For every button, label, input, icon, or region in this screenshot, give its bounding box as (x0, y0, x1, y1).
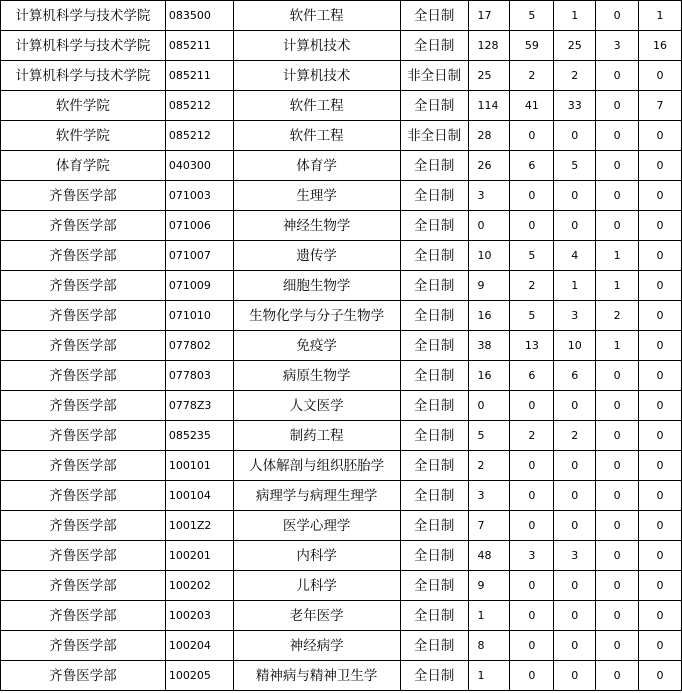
major-name-cell: 遗传学 (233, 241, 400, 271)
study-mode-cell: 全日制 (400, 421, 468, 451)
table-row (1, 421, 682, 451)
count-cell-5: 0 (639, 421, 682, 451)
count-cell-2: 0 (510, 391, 554, 421)
count-cell-2: 0 (510, 121, 554, 151)
study-mode-cell: 全日制 (400, 151, 468, 181)
table-row (1, 121, 682, 151)
study-mode-cell: 全日制 (400, 181, 468, 211)
study-mode-cell: 全日制 (400, 601, 468, 631)
study-mode-cell: 全日制 (400, 31, 468, 61)
count-cell-2: 13 (510, 331, 554, 361)
count-cell-5: 1 (639, 1, 682, 31)
count-cell-2: 2 (510, 61, 554, 91)
table-row (1, 1, 682, 31)
study-mode-cell: 全日制 (400, 301, 468, 331)
major-name-cell: 制药工程 (233, 421, 400, 451)
count-cell-3: 0 (554, 511, 596, 541)
count-cell-4: 0 (596, 451, 639, 481)
count-cell-4: 0 (596, 391, 639, 421)
count-cell-4: 0 (596, 601, 639, 631)
table-row (1, 331, 682, 361)
count-cell-5: 0 (639, 541, 682, 571)
count-cell-4: 0 (596, 181, 639, 211)
college-cell: 齐鲁医学部 (1, 271, 166, 301)
major-name-cell: 计算机技术 (233, 61, 400, 91)
major-name-cell: 老年医学 (233, 601, 400, 631)
count-cell-3: 0 (554, 211, 596, 241)
count-cell-5: 0 (639, 331, 682, 361)
study-mode-cell: 全日制 (400, 331, 468, 361)
college-cell: 齐鲁医学部 (1, 241, 166, 271)
count-cell-3: 0 (554, 601, 596, 631)
count-cell-5: 0 (639, 181, 682, 211)
count-cell-2: 2 (510, 271, 554, 301)
count-cell-4: 3 (596, 31, 639, 61)
college-cell: 计算机科学与技术学院 (1, 31, 166, 61)
count-cell-3: 6 (554, 361, 596, 391)
college-cell: 齐鲁医学部 (1, 511, 166, 541)
study-mode-cell: 非全日制 (400, 121, 468, 151)
major-code-cell: 085212 (165, 121, 233, 151)
major-name-cell: 体育学 (233, 151, 400, 181)
college-cell: 齐鲁医学部 (1, 481, 166, 511)
study-mode-cell: 全日制 (400, 631, 468, 661)
college-cell: 齐鲁医学部 (1, 361, 166, 391)
count-cell-5: 0 (639, 271, 682, 301)
count-cell-2: 0 (510, 601, 554, 631)
college-cell: 计算机科学与技术学院 (1, 1, 166, 31)
count-cell-1: 48 (468, 541, 510, 571)
table-body (1, 0, 682, 691)
major-code-cell: 1001Z2 (165, 511, 233, 541)
major-code-cell: 071007 (165, 241, 233, 271)
count-cell-5: 0 (639, 301, 682, 331)
major-name-cell: 软件工程 (233, 121, 400, 151)
count-cell-2: 41 (510, 91, 554, 121)
college-cell: 齐鲁医学部 (1, 661, 166, 691)
count-cell-5: 16 (639, 31, 682, 61)
major-name-cell: 人文医学 (233, 391, 400, 421)
count-cell-5: 0 (639, 511, 682, 541)
major-name-cell: 儿科学 (233, 571, 400, 601)
count-cell-4: 0 (596, 91, 639, 121)
college-cell: 齐鲁医学部 (1, 211, 166, 241)
study-mode-cell: 全日制 (400, 541, 468, 571)
college-cell: 齐鲁医学部 (1, 391, 166, 421)
count-cell-5: 0 (639, 481, 682, 511)
count-cell-3: 0 (554, 661, 596, 691)
major-code-cell: 100201 (165, 541, 233, 571)
table-row (1, 31, 682, 61)
count-cell-2: 5 (510, 1, 554, 31)
count-cell-5: 0 (639, 61, 682, 91)
count-cell-4: 0 (596, 631, 639, 661)
count-cell-5: 7 (639, 91, 682, 121)
count-cell-3: 3 (554, 301, 596, 331)
study-mode-cell: 非全日制 (400, 61, 468, 91)
major-code-cell: 077803 (165, 361, 233, 391)
count-cell-3: 0 (554, 451, 596, 481)
table-row (1, 511, 682, 541)
count-cell-1: 28 (468, 121, 510, 151)
count-cell-3: 0 (554, 631, 596, 661)
major-name-cell: 病原生物学 (233, 361, 400, 391)
count-cell-5: 0 (639, 451, 682, 481)
study-mode-cell: 全日制 (400, 661, 468, 691)
major-code-cell: 100204 (165, 631, 233, 661)
major-code-cell: 085235 (165, 421, 233, 451)
count-cell-1: 16 (468, 301, 510, 331)
college-cell: 齐鲁医学部 (1, 181, 166, 211)
count-cell-4: 0 (596, 481, 639, 511)
count-cell-2: 0 (510, 181, 554, 211)
major-code-cell: 083500 (165, 1, 233, 31)
college-cell: 体育学院 (1, 151, 166, 181)
count-cell-3: 2 (554, 421, 596, 451)
count-cell-2: 6 (510, 151, 554, 181)
table-row (1, 151, 682, 181)
major-code-cell: 085212 (165, 91, 233, 121)
major-code-cell: 0778Z3 (165, 391, 233, 421)
count-cell-4: 1 (596, 271, 639, 301)
major-name-cell: 内科学 (233, 541, 400, 571)
count-cell-1: 1 (468, 661, 510, 691)
college-cell: 齐鲁医学部 (1, 301, 166, 331)
count-cell-3: 25 (554, 31, 596, 61)
count-cell-4: 0 (596, 661, 639, 691)
study-mode-cell: 全日制 (400, 391, 468, 421)
table-row (1, 271, 682, 301)
table-row (1, 481, 682, 511)
count-cell-2: 0 (510, 571, 554, 601)
table-row (1, 541, 682, 571)
count-cell-4: 1 (596, 331, 639, 361)
count-cell-1: 2 (468, 451, 510, 481)
college-cell: 齐鲁医学部 (1, 451, 166, 481)
count-cell-4: 0 (596, 121, 639, 151)
study-mode-cell: 全日制 (400, 451, 468, 481)
count-cell-3: 0 (554, 481, 596, 511)
count-cell-2: 5 (510, 241, 554, 271)
table-row (1, 391, 682, 421)
count-cell-2: 59 (510, 31, 554, 61)
table-row (1, 241, 682, 271)
count-cell-1: 9 (468, 271, 510, 301)
count-cell-4: 0 (596, 61, 639, 91)
major-name-cell: 精神病与精神卫生学 (233, 661, 400, 691)
count-cell-2: 0 (510, 481, 554, 511)
study-mode-cell: 全日制 (400, 571, 468, 601)
count-cell-5: 0 (639, 661, 682, 691)
count-cell-3: 2 (554, 61, 596, 91)
count-cell-2: 3 (510, 541, 554, 571)
count-cell-1: 0 (468, 211, 510, 241)
count-cell-1: 3 (468, 481, 510, 511)
count-cell-1: 7 (468, 511, 510, 541)
major-code-cell: 100205 (165, 661, 233, 691)
count-cell-5: 0 (639, 601, 682, 631)
count-cell-1: 128 (468, 31, 510, 61)
major-name-cell: 生理学 (233, 181, 400, 211)
count-cell-4: 0 (596, 541, 639, 571)
count-cell-1: 17 (468, 1, 510, 31)
major-name-cell: 医学心理学 (233, 511, 400, 541)
count-cell-5: 0 (639, 211, 682, 241)
count-cell-2: 0 (510, 511, 554, 541)
major-code-cell: 077802 (165, 331, 233, 361)
count-cell-3: 0 (554, 121, 596, 151)
count-cell-1: 9 (468, 571, 510, 601)
major-code-cell: 040300 (165, 151, 233, 181)
count-cell-3: 0 (554, 181, 596, 211)
college-cell: 软件学院 (1, 121, 166, 151)
major-name-cell: 人体解剖与组织胚胎学 (233, 451, 400, 481)
study-mode-cell: 全日制 (400, 211, 468, 241)
count-cell-1: 0 (468, 391, 510, 421)
count-cell-5: 0 (639, 391, 682, 421)
college-cell: 齐鲁医学部 (1, 331, 166, 361)
count-cell-1: 114 (468, 91, 510, 121)
table-row (1, 211, 682, 241)
major-code-cell: 085211 (165, 31, 233, 61)
count-cell-1: 16 (468, 361, 510, 391)
study-mode-cell: 全日制 (400, 361, 468, 391)
major-code-cell: 100101 (165, 451, 233, 481)
college-cell: 齐鲁医学部 (1, 541, 166, 571)
major-name-cell: 病理学与病理生理学 (233, 481, 400, 511)
count-cell-5: 0 (639, 571, 682, 601)
major-name-cell: 免疫学 (233, 331, 400, 361)
count-cell-3: 0 (554, 571, 596, 601)
college-cell: 齐鲁医学部 (1, 601, 166, 631)
count-cell-3: 10 (554, 331, 596, 361)
table-row (1, 571, 682, 601)
count-cell-1: 3 (468, 181, 510, 211)
count-cell-3: 5 (554, 151, 596, 181)
table-row (1, 301, 682, 331)
count-cell-5: 0 (639, 151, 682, 181)
major-code-cell: 071009 (165, 271, 233, 301)
table-row (1, 61, 682, 91)
college-cell: 计算机科学与技术学院 (1, 61, 166, 91)
count-cell-4: 0 (596, 211, 639, 241)
major-code-cell: 100202 (165, 571, 233, 601)
major-name-cell: 神经病学 (233, 631, 400, 661)
count-cell-2: 2 (510, 421, 554, 451)
count-cell-1: 8 (468, 631, 510, 661)
count-cell-2: 0 (510, 631, 554, 661)
major-name-cell: 生物化学与分子生物学 (233, 301, 400, 331)
table-row (1, 601, 682, 631)
major-code-cell: 071010 (165, 301, 233, 331)
count-cell-4: 0 (596, 151, 639, 181)
major-name-cell: 神经生物学 (233, 211, 400, 241)
study-mode-cell: 全日制 (400, 241, 468, 271)
count-cell-2: 6 (510, 361, 554, 391)
college-cell: 齐鲁医学部 (1, 421, 166, 451)
major-code-cell: 071003 (165, 181, 233, 211)
count-cell-3: 3 (554, 541, 596, 571)
major-name-cell: 细胞生物学 (233, 271, 400, 301)
count-cell-4: 0 (596, 511, 639, 541)
college-cell: 齐鲁医学部 (1, 571, 166, 601)
count-cell-1: 1 (468, 601, 510, 631)
study-mode-cell: 全日制 (400, 1, 468, 31)
study-mode-cell: 全日制 (400, 511, 468, 541)
count-cell-2: 0 (510, 661, 554, 691)
college-cell: 齐鲁医学部 (1, 631, 166, 661)
count-cell-5: 0 (639, 121, 682, 151)
major-name-cell: 计算机技术 (233, 31, 400, 61)
table-row (1, 91, 682, 121)
major-code-cell: 071006 (165, 211, 233, 241)
count-cell-3: 1 (554, 1, 596, 31)
count-cell-1: 38 (468, 331, 510, 361)
count-cell-1: 26 (468, 151, 510, 181)
major-code-cell: 085211 (165, 61, 233, 91)
count-cell-2: 5 (510, 301, 554, 331)
count-cell-4: 0 (596, 421, 639, 451)
count-cell-1: 10 (468, 241, 510, 271)
table-row (1, 361, 682, 391)
study-mode-cell: 全日制 (400, 481, 468, 511)
table-row (1, 451, 682, 481)
college-cell: 软件学院 (1, 91, 166, 121)
table-row (1, 631, 682, 661)
table-row (1, 181, 682, 211)
count-cell-3: 1 (554, 271, 596, 301)
study-mode-cell: 全日制 (400, 271, 468, 301)
table-row (1, 661, 682, 691)
count-cell-2: 0 (510, 211, 554, 241)
count-cell-1: 5 (468, 421, 510, 451)
count-cell-2: 0 (510, 451, 554, 481)
major-name-cell: 软件工程 (233, 1, 400, 31)
count-cell-4: 2 (596, 301, 639, 331)
count-cell-5: 0 (639, 241, 682, 271)
count-cell-3: 0 (554, 391, 596, 421)
study-mode-cell: 全日制 (400, 91, 468, 121)
count-cell-4: 0 (596, 571, 639, 601)
major-name-cell: 软件工程 (233, 91, 400, 121)
major-code-cell: 100104 (165, 481, 233, 511)
count-cell-5: 0 (639, 361, 682, 391)
count-cell-3: 4 (554, 241, 596, 271)
major-code-cell: 100203 (165, 601, 233, 631)
count-cell-4: 0 (596, 361, 639, 391)
count-cell-5: 0 (639, 631, 682, 661)
count-cell-3: 33 (554, 91, 596, 121)
count-cell-4: 1 (596, 241, 639, 271)
count-cell-4: 0 (596, 1, 639, 31)
count-cell-1: 25 (468, 61, 510, 91)
